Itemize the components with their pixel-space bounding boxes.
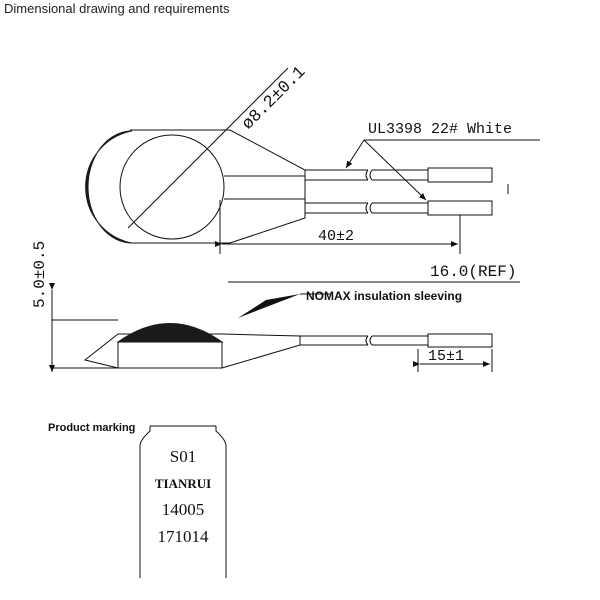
diameter-label: ø8.2±0.1 [238,63,310,135]
upper-lead [305,168,492,182]
marking-line-1: S01 [169,447,197,466]
marking-heading: Product marking [48,422,136,434]
ref-label: 16.0(REF) [430,263,517,281]
thermistor-disc [120,135,224,239]
sleeving-arrow [238,294,300,318]
marking-line-3: 14005 [161,500,205,519]
top-view [86,68,540,254]
marking-line-2: TIANRUI [154,476,212,491]
coating-dome [118,324,222,343]
lead-length-label: 40±2 [318,228,355,245]
lower-lead [305,201,492,215]
wire-label: UL3398 22# White [368,121,513,138]
thickness-label: 5.0±0.5 [31,240,49,308]
sleeving-label: NOMAX insulation sleeving [306,289,463,303]
page-title: Dimensional drawing and requirements [4,1,230,16]
thermistor-element [118,342,222,368]
strip-length-label: 15±1 [428,348,465,365]
marking-line-4: 171014 [157,527,209,546]
